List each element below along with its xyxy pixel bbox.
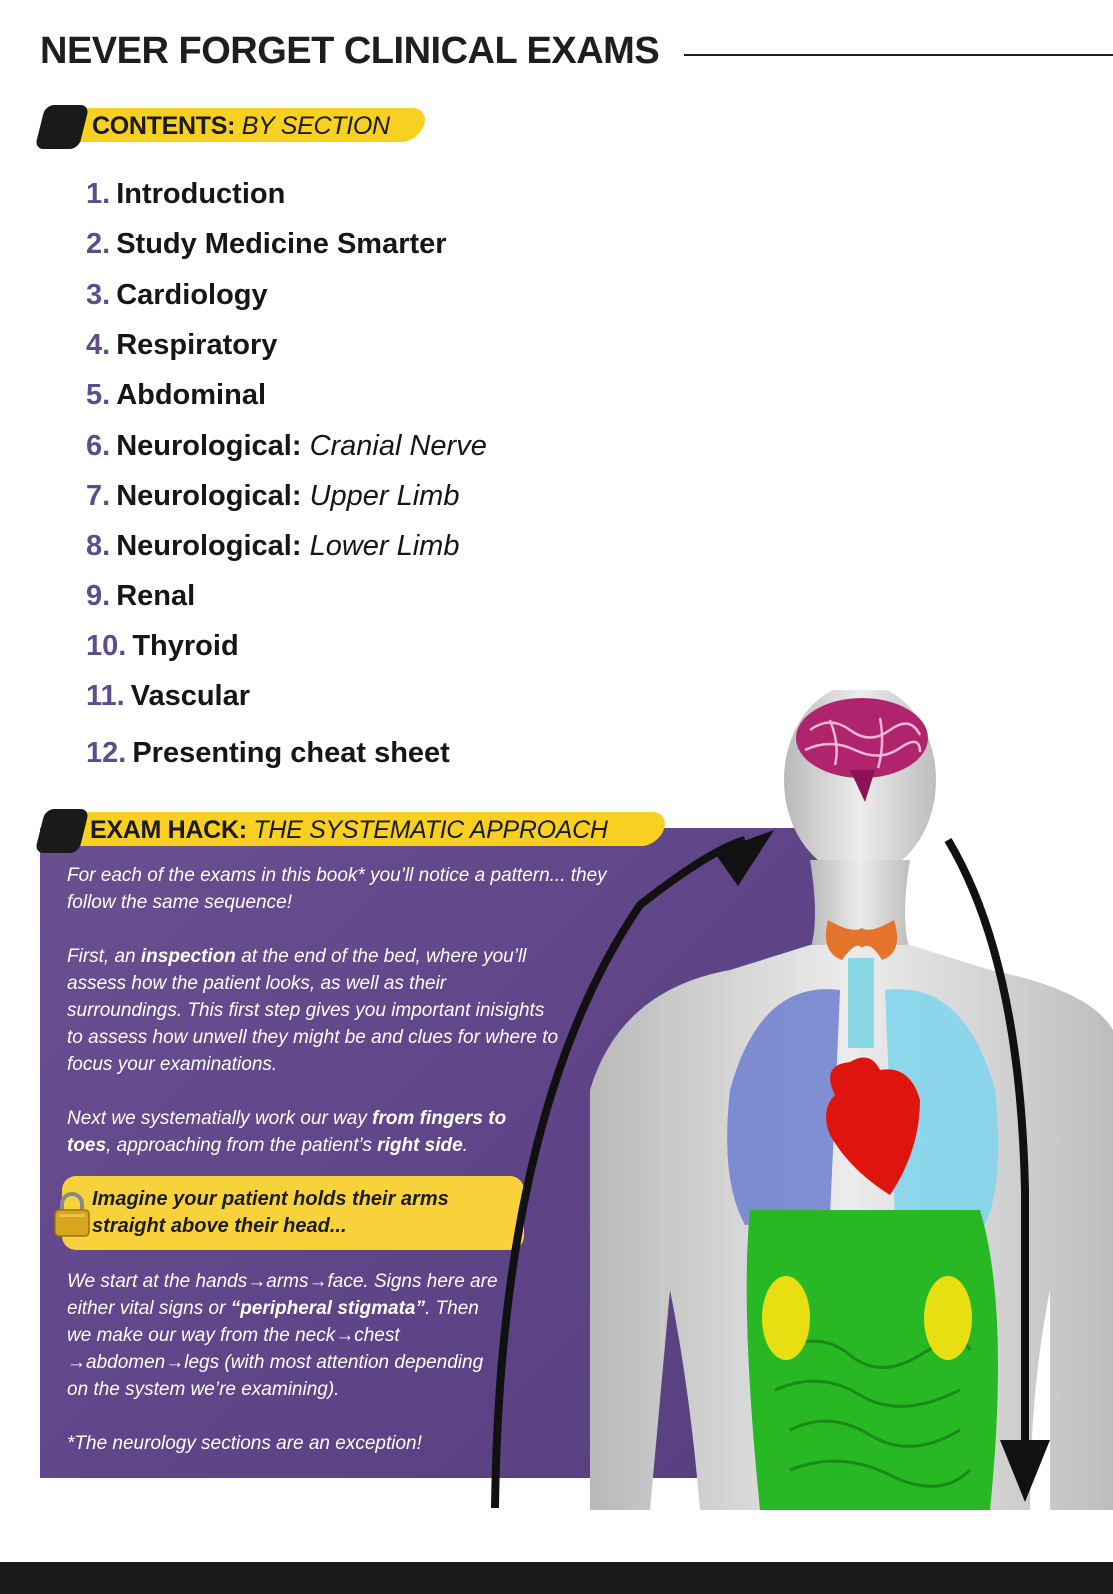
toc-title: Introduction — [116, 178, 286, 210]
hack-paragraph-5: *The neurology sections are an exception! — [67, 1433, 422, 1454]
toc-number: 7. — [86, 480, 111, 512]
contents-tag-block — [35, 105, 90, 149]
toc-item[interactable] — [86, 379, 266, 412]
toc-number: 8. — [86, 530, 111, 562]
toc-item[interactable] — [86, 228, 447, 261]
toc-number: 10. — [86, 630, 127, 662]
toc-title: Vascular — [130, 680, 251, 712]
callout-text: Imagine your patient holds their arms straight above their head... — [92, 1188, 449, 1237]
padlock-icon — [52, 1190, 92, 1238]
toc-item[interactable] — [86, 178, 285, 211]
trachea — [848, 958, 874, 1048]
toc-number: 11. — [86, 680, 125, 712]
toc-item[interactable] — [86, 329, 277, 362]
contents-tag-text — [92, 112, 390, 141]
toc-item[interactable] — [86, 430, 487, 463]
hack-paragraph-2: First, an inspection at the end of the bed, where you’ll assess how the patient looks, as well as their surroundings. This first step gives you important inisights to assess how unwell they might be and clues for where to focus your examinations. — [67, 946, 559, 1075]
toc-title: Thyroid — [132, 630, 239, 662]
exam-hack-tag-label: EXAM HACK: — [90, 816, 247, 844]
toc-title: Neurological: — [116, 430, 302, 462]
contents-tag-italic: BY SECTION — [241, 112, 390, 140]
toc-item[interactable] — [86, 530, 459, 563]
toc-title: Presenting cheat sheet — [132, 737, 450, 769]
toc-title: Respiratory — [116, 329, 278, 361]
toc-title: Abdominal — [116, 379, 267, 411]
toc-title: Neurological: — [116, 530, 302, 562]
abdominal-organs — [747, 1210, 998, 1510]
toc-number: 12. — [86, 737, 127, 769]
toc-title: Study Medicine Smarter — [116, 228, 447, 260]
toc-number: 9. — [86, 580, 111, 612]
hack-paragraph-1: For each of the exams in this book* you’ll notice a pattern... they follow the same sequence! — [67, 865, 607, 913]
exam-hack-tag-italic: THE SYSTEMATIC APPROACH — [253, 816, 608, 844]
toc-title: Renal — [116, 580, 196, 612]
right-kidney — [924, 1276, 972, 1360]
anatomy-figure — [490, 690, 1113, 1510]
toc-item[interactable] — [86, 737, 450, 770]
toc-item[interactable] — [86, 480, 459, 513]
toc-number: 5. — [86, 379, 111, 411]
toc-subtitle: Cranial Nerve — [309, 430, 487, 462]
toc-item[interactable] — [86, 630, 239, 663]
exam-hack-tag-block — [35, 809, 90, 853]
toc-number: 2. — [86, 228, 111, 260]
contents-tag — [40, 108, 440, 144]
toc-number: 1. — [86, 178, 111, 210]
toc-number: 4. — [86, 329, 111, 361]
title-rule — [684, 54, 1113, 56]
toc-item[interactable] — [86, 279, 268, 312]
hack-paragraph-4: We start at the hands→arms→face. Signs here are either vital signs or “peripheral stigmata”. Then we make our way from the neck→chest →abdomen→legs (with most attention depending on the system we’re examining). — [67, 1271, 498, 1400]
toc-item[interactable] — [86, 680, 250, 713]
toc-subtitle: Upper Limb — [309, 480, 460, 512]
left-kidney — [762, 1276, 810, 1360]
toc-item[interactable] — [86, 580, 195, 613]
hack-paragraph-3: Next we systematially work our way from fingers to toes, approaching from the patient’s right side. — [67, 1108, 507, 1156]
toc-title: Neurological: — [116, 480, 302, 512]
footer-bar — [0, 1562, 1113, 1594]
toc-number: 3. — [86, 279, 111, 311]
toc-title: Cardiology — [116, 279, 268, 311]
page-title: NEVER FORGET CLINICAL EXAMS — [40, 30, 660, 72]
toc-subtitle: Lower Limb — [309, 530, 460, 562]
contents-tag-label: CONTENTS: — [92, 112, 236, 140]
toc-number: 6. — [86, 430, 111, 462]
